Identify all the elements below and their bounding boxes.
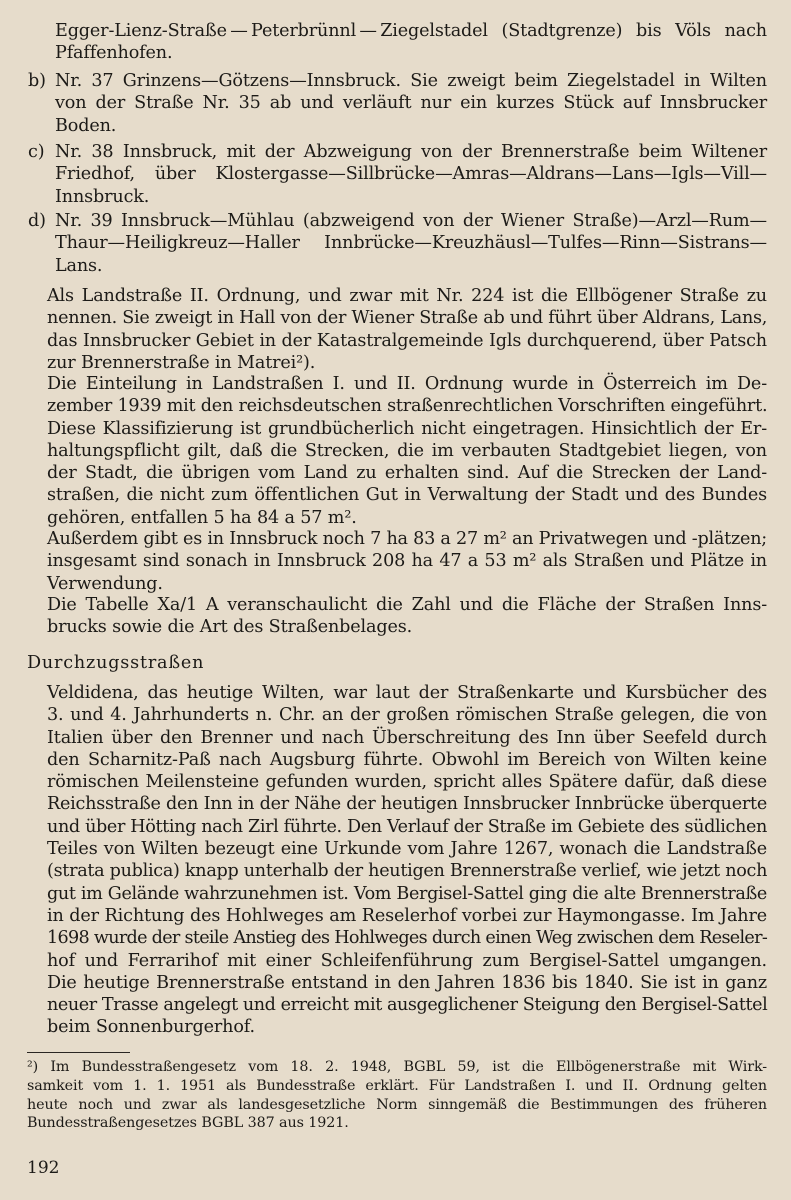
text-line: Egger-Lienz-Straße — Peterbrünnl — Ziegelstadel (Stadtgrenze) bis Völs nach xyxy=(55,21,767,41)
text-line: in der Richtung des Hohlweges am Reselerhof vorbei zur Haymongasse. Im Jahre xyxy=(47,905,767,926)
text-line: Innsbruck. xyxy=(55,186,150,207)
text-line: römischen Meilensteine gefunden wurden, spricht alles Spätere dafür, daß diese xyxy=(47,772,767,793)
text-line: gehören, entfallen 5 ha 84 a 57 m². xyxy=(47,507,357,528)
page-number: 192 xyxy=(27,1158,60,1178)
paragraph-privatwege xyxy=(47,528,767,595)
text-line: Die heutige Brennerstraße entstand in den Jahren 1836 bis 1840. Sie ist in ganz xyxy=(47,972,767,993)
text-line: straßen, die nicht zum öffentlichen Gut in Verwaltung der Stadt und des Bundes xyxy=(47,485,767,506)
text-line: Diese Klassifizierung ist grundbücherlich nicht eingetragen. Hinsichtlich der Er- xyxy=(47,418,767,439)
text-line: Thaur—Heiligkreuz—Haller Innbrücke—Kreuzhäusl—Tulfes—Rinn—Sistrans— xyxy=(55,233,767,254)
list-label: b) xyxy=(28,71,46,91)
footnote-line: ²) Im Bundesstraßengesetz vom 18. 2. 1948, BGBL 59, ist die Ellbögenerstraße mit Wirk- xyxy=(27,1059,767,1075)
text-line: Friedhof, über Klostergasse—Sillbrücke—Amras—Aldrans—Lans—Igls—Vill— xyxy=(55,164,767,185)
text-line: Die Tabelle Xa/1 A veranschaulicht die Zahl und die Fläche der Straßen Inns- xyxy=(47,595,767,615)
text-line: Die Einteilung in Landstraßen I. und II. Ordnung wurde in Österreich im De- xyxy=(47,374,767,394)
text-line: Reichsstraße den Inn in der Nähe der heutigen Innsbrucker Innbrücke überquerte xyxy=(47,794,767,815)
footnote-line: Bundesstraßengesetzes BGBL 387 aus 1921. xyxy=(27,1115,349,1132)
list-item-b xyxy=(28,70,767,137)
text-line: Teiles von Wilten bezeugt eine Urkunde vom Jahre 1267, wonach die Landstraße xyxy=(47,839,767,860)
text-line: insgesamt sind sonach in Innsbruck 208 ha 47 a 53 m² als Straßen und Plätze in xyxy=(47,551,767,572)
paragraph-landstrasse-ii xyxy=(47,285,767,374)
footnote xyxy=(27,1058,767,1133)
list-item-c xyxy=(28,141,767,208)
paragraph-veldidena xyxy=(47,682,767,1039)
text-line: beim Sonnenburgerhof. xyxy=(47,1017,255,1038)
text-line: Nr. 38 Innsbruck, mit der Abzweigung von der Brennerstraße beim Wiltener xyxy=(55,142,767,162)
list-item-d xyxy=(28,210,767,277)
text-line: der Stadt, die übrigen vom Land zu erhalten sind. Auf die Strecken der Land- xyxy=(47,463,767,484)
text-line: das Innsbrucker Gebiet in der Katastralgemeinde Igls durchquerend, über Patsch xyxy=(47,330,767,351)
text-line: Boden. xyxy=(55,115,117,136)
section-heading: Durchzugsstraßen xyxy=(27,653,205,673)
text-line: gut im Gelände wahrzunehmen ist. Vom Bergisel-Sattel ging die alte Brennerstraße xyxy=(47,883,767,904)
footnote-line: samkeit vom 1. 1. 1951 als Bundesstraße erklärt. Für Landstraßen I. und II. Ordnung gelten xyxy=(27,1077,767,1094)
text-line: (strata publica) knapp unterhalb der heutigen Brennerstraße verlief, wie jetzt noch xyxy=(47,861,768,882)
text-line: Nr. 39 Innsbruck—Mühlau (abzweigend von der Wiener Straße)—Arzl—Rum— xyxy=(55,211,767,231)
list-label: d) xyxy=(28,211,46,231)
text-line: 1698 wurde der steile Anstieg des Hohlweges durch einen Weg zwischen dem Reseler- xyxy=(47,928,768,949)
text-line: von der Straße Nr. 35 ab und verläuft nur ein kurzes Stück auf Innsbrucker xyxy=(55,93,767,114)
text-line: den Scharnitz-Paß nach Augsburg führte. Obwohl im Bereich von Wilten keine xyxy=(47,749,767,770)
text-line: Pfaffenhofen. xyxy=(55,43,173,64)
text-line: Lans. xyxy=(55,255,103,276)
text-line: zember 1939 mit den reichsdeutschen straßenrechtlichen Vorschriften eingeführt. xyxy=(47,396,768,417)
text-line: nennen. Sie zweigt in Hall von der Wiener Straße ab und führt über Aldrans, Lans, xyxy=(47,308,768,329)
text-line: haltungspflicht gilt, daß die Strecken, die im verbauten Stadtgebiet liegen, von xyxy=(47,440,767,461)
text-line: Verwendung. xyxy=(47,573,163,594)
text-line: Veldidena, das heutige Wilten, war laut der Straßenkarte und Kursbücher des xyxy=(47,683,767,703)
text-line: hof und Ferrarihof mit einer Schleifenführung zum Bergisel-Sattel umgangen. xyxy=(47,950,767,971)
text-line: Außerdem gibt es in Innsbruck noch 7 ha 83 a 27 m² an Privatwegen und -plätzen; xyxy=(47,529,767,549)
text-line: Nr. 37 Grinzens—Götzens—Innsbruck. Sie zweigt beim Ziegelstadel in Wilten xyxy=(55,71,767,91)
paragraph-einteilung xyxy=(47,373,767,529)
text-line: brucks sowie die Art des Straßenbelages. xyxy=(47,617,413,638)
text-line: zur Brennerstraße in Matrei²). xyxy=(47,352,316,373)
list-item-a-continuation xyxy=(55,20,767,65)
footnote-divider xyxy=(27,1052,130,1053)
paragraph-tabelle xyxy=(47,594,767,639)
text-line: 3. und 4. Jahrhunderts n. Chr. an der großen römischen Straße gelegen, die von xyxy=(47,705,767,726)
text-line: neuer Trasse angelegt und erreicht mit ausgeglichener Steigung den Bergisel-Sattel xyxy=(47,995,768,1016)
text-line: Italien über den Brenner und nach Überschreitung des Inn über Seefeld durch xyxy=(47,727,767,748)
list-label: c) xyxy=(28,142,45,162)
text-line: Als Landstraße II. Ordnung, und zwar mit Nr. 224 ist die Ellbögener Straße zu xyxy=(47,286,767,306)
footnote-line: heute noch und zwar als landesgesetzliche Norm sinngemäß die Bestimmungen des früheren xyxy=(27,1096,767,1113)
text-line: und über Hötting nach Zirl führte. Den Verlauf der Straße im Gebiete des südlichen xyxy=(47,816,767,837)
